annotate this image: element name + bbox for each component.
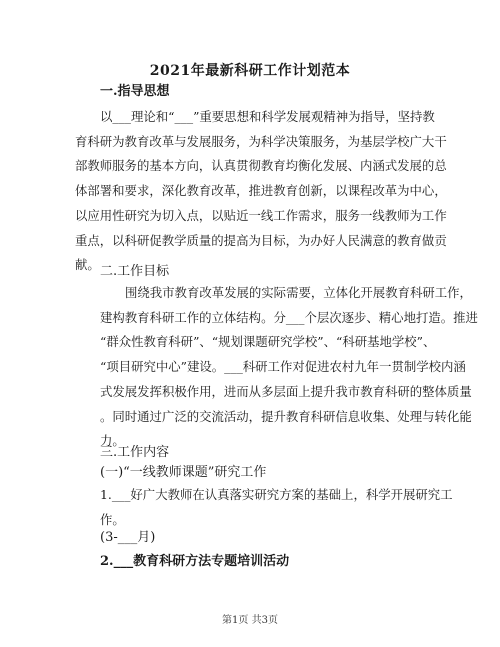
paragraph-line: 。同时通过广泛的交流活动，提升教育科研信息收集、处理与转化能	[100, 408, 472, 424]
paragraph-line: 力。	[100, 433, 125, 449]
paragraph-line: 以应用性研究为切入点，以贴近一线工作需求，服务一线教师为工作	[75, 207, 447, 223]
subheading-frontline-teacher-research: (一)“一线教师课题”研究工作	[100, 465, 267, 480]
paragraph-line: “群众性教育科研”、“规划课题研究学校”、“科研基地学校”、	[100, 334, 436, 350]
section-paragraph-work-goals	[100, 281, 478, 454]
paragraph-line: 重点，以科研促教学质量的提高为目标，为办好人民满意的教育做贡	[75, 232, 447, 248]
paragraph-line: 献。	[75, 257, 100, 273]
paragraph-line: 作。	[100, 511, 125, 527]
item-research-methods-training: 2.___教育科研方法专题培训活动	[100, 554, 290, 569]
document-title: 2021年最新科研工作计划范本	[149, 63, 351, 79]
paragraph-line: 式发展发挥积极作用，进而从多层面上提升我市教育科研的整体质量	[100, 383, 472, 399]
paragraph-line: 体部署和要求，深化教育改革，推进教育创新，以课程改革为中心，	[75, 183, 447, 199]
page-footer: 第1页 共3页	[222, 615, 278, 626]
paragraph-line: 以___理论和“___”重要思想和科学发展观精神为指导，坚持教	[100, 109, 435, 124]
section-paragraph-work-content	[100, 483, 453, 532]
paragraph-line: 围绕我市教育改革发展的实际需要，立体化开展教育科研工作，	[125, 285, 472, 300]
paragraph-line: 育科研为教育改革与发展服务，为科学决策服务，为基层学校广大干	[75, 133, 447, 149]
time-note: (3-___月)	[100, 530, 156, 545]
paragraph-line: 建构教育科研工作的立体结构。分___个层次逐步、精心地打造。推进	[100, 309, 478, 325]
paragraph-line: 部教师服务的基本方向，认真贯彻教育均衡化发展、内涵式发展的总	[75, 158, 447, 174]
section-heading-work-goals: 二.工作目标	[100, 264, 170, 279]
section-heading-guiding-ideology: 一.指导思想	[100, 84, 170, 99]
paragraph-line: “项目研究中心”建设。___科研工作对促进农村九年一贯制学校内涵	[100, 359, 466, 375]
section-paragraph-guiding-ideology	[75, 105, 447, 278]
section-heading-work-content: 三.工作内容	[100, 445, 170, 460]
paragraph-line: 1.___好广大教师在认真落实研究方案的基础上，科学开展研究工	[100, 487, 453, 502]
